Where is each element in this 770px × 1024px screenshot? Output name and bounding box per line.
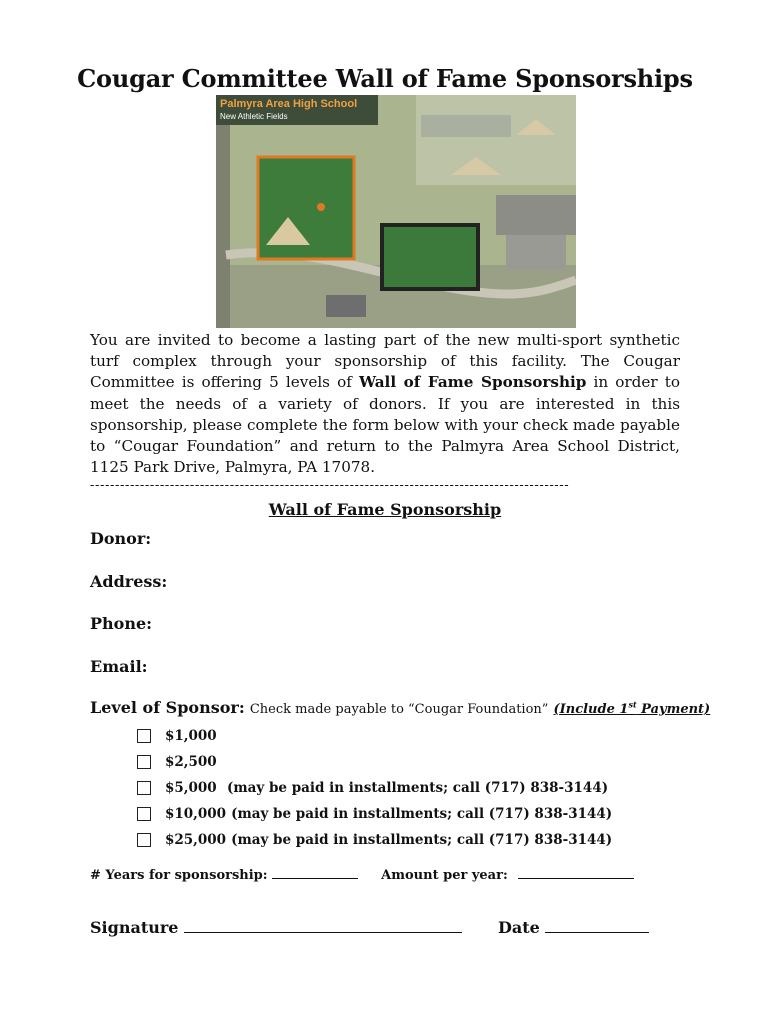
site-plan-map [216,95,576,328]
date-line[interactable] [545,918,649,933]
option-amount: $1,000 [165,728,217,744]
page-title: Cougar Committee Wall of Fame Sponsorships [77,64,693,93]
date-label: Date [498,918,540,937]
years-input-line[interactable] [272,866,358,879]
years-label: # Years for sponsorship: [90,868,268,883]
phone-field[interactable]: Phone: [90,614,153,633]
option-amount: $5,000 [165,780,217,796]
athletic-fields-aerial-image [216,95,576,328]
divider-line: ------------------------------------------------------------------------------------------------ [90,478,570,493]
checkbox[interactable] [137,729,151,743]
option-note: (may be paid in installments; call (717) 838-3144) [227,780,609,796]
option-amount: $25,000 [165,832,227,848]
checkbox[interactable] [137,833,151,847]
option-amount: $2,500 [165,754,217,770]
level-of-sponsor [90,698,710,717]
checkbox[interactable] [137,781,151,795]
email-field[interactable]: Email: [90,657,148,676]
checkbox[interactable] [137,807,151,821]
option-note: (may be paid in installments; call (717) 838-3144) [231,806,613,822]
amount-input-line[interactable] [518,866,634,879]
address-field[interactable]: Address: [90,572,168,591]
level-label: Level of Sponsor: [90,698,245,717]
image-subtitle: New Athletic Fields [220,112,288,121]
checkbox[interactable] [137,755,151,769]
option-note: (may be paid in installments; call (717) 838-3144) [231,832,613,848]
option-1000[interactable] [137,727,217,745]
signature-label: Signature [90,918,179,937]
years-row [90,866,634,883]
donor-field[interactable]: Donor: [90,529,152,548]
section-title: Wall of Fame Sponsorship [268,500,502,519]
intro-paragraph [90,330,680,478]
payment-note: (Include 1st Payment) [553,699,711,717]
level-note: Check made payable to “Cougar Foundation” [249,702,549,717]
image-school-name: Palmyra Area High School [220,98,358,110]
intro-bold-text: Wall of Fame Sponsorship [358,373,587,392]
date-row [498,918,649,937]
signature-line[interactable] [184,918,462,933]
option-5000[interactable] [137,779,608,797]
amount-label: Amount per year: [381,868,508,883]
intro-text-2: in order to meet the needs of a variety of donors. If you are interested in this sponsorship, please complete the form below with your check made payable to “Cougar Foundation” and return to the Palmyra Area School District, 1125 Park Drive, Palmyra, PA 17078. [90,373,680,477]
signature-row [90,918,462,937]
option-10000[interactable] [137,805,612,823]
option-amount: $10,000 [165,806,227,822]
option-25000[interactable] [137,831,612,849]
intro-text-1: You are invited to become a lasting part of the new multi-sport synthetic turf complex through your sponsorship of this facility. The Cougar Committee is offering 5 levels of [90,331,680,392]
option-2500[interactable] [137,753,217,771]
